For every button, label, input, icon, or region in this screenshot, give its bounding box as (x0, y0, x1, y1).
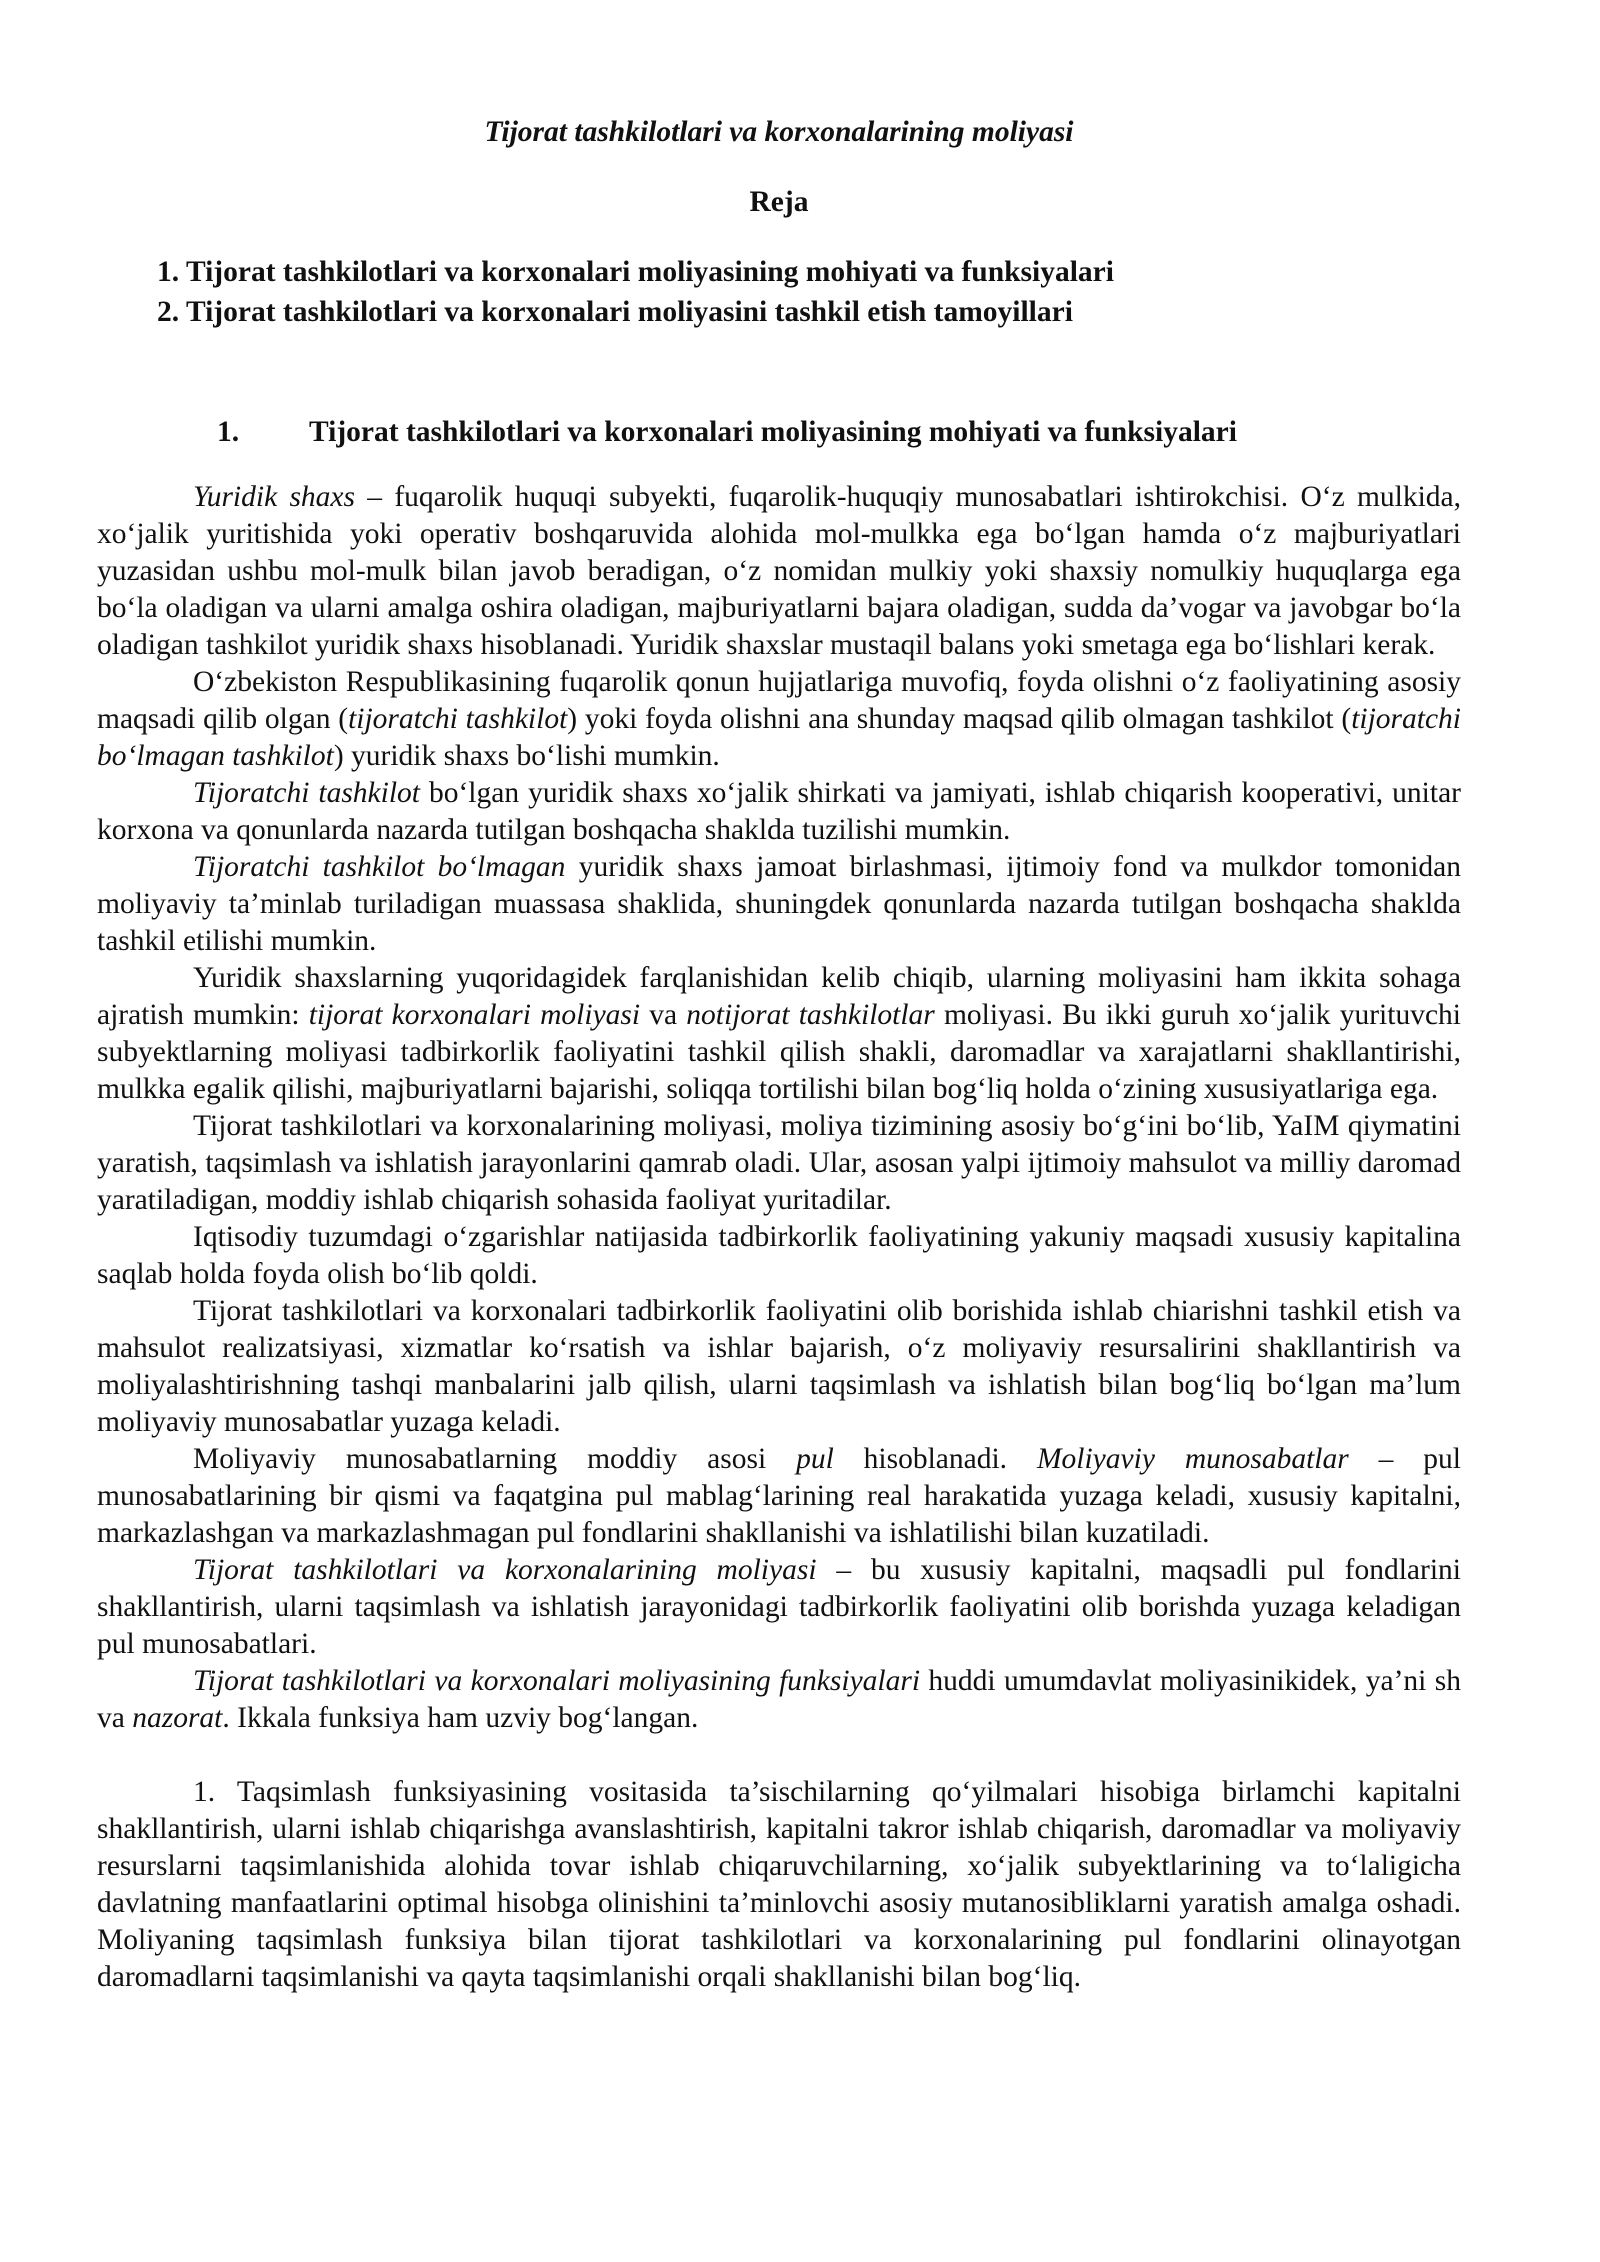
text-run: Tijorat tashkilotlari va korxonalarining moliyasi, moliya tizimining asosiy bo‘g‘ini bo‘lib, YaIM qiymatini yaratish, taqsimlash va ishlatish jarayonlarini qamrab oladi. Ular, asosan yalpi ijtimoiy mahsulot va milliy daromad yaratiladigan, moddiy ishlab chiqarish sohasida faoliyat yuritadilar. (97, 1110, 1461, 1216)
text-run: yuridik shaxs jamoat birlashmasi, ijtimoiy fond va mulkdor tomonidan moliyaviy ta’minlab turiladigan muassasa shaklida, shuningdek qonunlarda nazarda tutilgan boshqacha shaklda tashkil etilishi mumkin. (97, 851, 1461, 957)
text-run: va (640, 999, 687, 1031)
document-title: Tijorat tashkilotlari va korxonalarining moliyasi (484, 116, 1074, 148)
italic-term: Tijorat tashkilotlari va korxonalarining moliyasi (193, 1554, 817, 1586)
italic-term: notijorat tashkilotlar (686, 999, 935, 1031)
text-run: Moliyaviy munosabatlarning moddiy asosi (193, 1443, 797, 1475)
paragraph (97, 1108, 1461, 1219)
italic-term: tijoratchi bo‘lmagan tashkilot (97, 703, 1461, 772)
paragraph (97, 775, 1461, 849)
paragraph (97, 849, 1461, 960)
paragraph (97, 1293, 1461, 1441)
text-run: 1. Taqsimlash funksiyasining vositasida ta’sischilarning qo‘yilmalari hisobiga birlamchi kapitalni shakllantirish, ularni ishlab chiqarishga avanslashtirish, kapitalni takror ishlab chiqarish, daromadlar va moliyaviy resurslarni taqsimlanishida alohida tovar ishlab chiqaruvchilarning, xo‘jalik subyektlarining va to‘laligicha davlatning manfaatlarini optimal hisobga olinishini ta’minlovchi asosiy mutanosibliklarni yaratish amalga oshadi. Moliyaning taqsimlash funksiya bilan tijorat tashkilotlari va korxonalarining pul fondlarini olinayotgan daromadlarni taqsimlanishi va qayta taqsimlanishi orqali shakllanishi bilan bog‘liq. (97, 1776, 1461, 1993)
text-run: moliyasi. Bu ikki guruh xo‘jalik yurituvchi subyektlarning moliyasi tadbirkorlik faoliyatini tashkil qilish shakli, daromadlar va xarajatlarni shakllantirishi, mulkka egalik qilishi, majburiyatlarni bajarishi, soliqqa tortilishi bilan bog‘liq holda o‘zining xususiyatlariga ega. (97, 999, 1461, 1105)
italic-term: tijoratchi tashkilot (348, 703, 568, 735)
paragraph (97, 1663, 1461, 1737)
paragraph (97, 1441, 1461, 1552)
plan-heading: Reja (749, 186, 809, 218)
italic-term: Tijorat tashkilotlari va korxonalari moliyasining funksiyalari (193, 1665, 921, 1697)
italic-term: Tijoratchi tashkilot (193, 777, 420, 809)
body-text (97, 479, 1461, 1996)
text-run: . Ikkala funksiya ham uzviy bog‘langan. (222, 1702, 699, 1734)
italic-term: Yuridik shaxs (193, 481, 356, 513)
paragraph (97, 1552, 1461, 1663)
paragraph (97, 960, 1461, 1108)
document-page (97, 112, 1461, 1996)
italic-term: pul (796, 1443, 834, 1475)
paragraph (97, 1774, 1461, 1996)
plan-item: 2. Tijorat tashkilotlari va korxonalari moliyasini tashkil etish tamoyillari (157, 296, 1073, 328)
text-run: Tijorat tashkilotlari va korxonalari tadbirkorlik faoliyatini olib borishida ishlab chiarishni tashkil etish va mahsulot realizatsiyasi, xizmatlar ko‘rsatish va ishlar bajarish, o‘z moliyaviy resursalirini shakllantirish va moliyalashtirishning tashqi manbalarini jalb qilish, ularni taqsimlash va ishlatish bilan bog‘liq bo‘lgan ma’lum moliyaviy munosabatlar yuzaga keladi. (97, 1295, 1461, 1438)
paragraph (97, 1219, 1461, 1293)
text-run: bo‘lgan yuridik shaxs xo‘jalik shirkati va jamiyati, ishlab chiqarish kooperativi, unitar korxona va qonunlarda nazarda tutilgan boshqacha shaklda tuzilishi mumkin. (97, 777, 1461, 846)
italic-term: nazorat (132, 1702, 223, 1734)
paragraph (97, 479, 1461, 664)
text-run: hisoblanadi. (833, 1443, 1037, 1475)
section-heading (97, 412, 1461, 452)
text-run: – fuqarolik huquqi subyekti, fuqarolik-huquqiy munosabatlari ishtirokchisi. O‘z mulkida, xo‘jalik yuritishida yoki operativ boshqaruvida alohida mol-mulkka ega bo‘lgan hamda o‘z majburiyatlari yuzasidan ushbu mol-mulk bilan javob beradigan, o‘z nomidan mulkiy yoki shaxsiy nomulkiy huquqlarga ega bo‘la oladigan va ularni amalga oshira oladigan, majburiyatlarni bajara oladigan, sudda da’vogar va javobgar bo‘la oladigan tashkilot yuridik shaxs hisoblanadi. Yuridik shaxslar mustaqil balans yoki smetaga ega bo‘lishlari kerak. (97, 481, 1462, 661)
text-run: Yuridik shaxslarning yuqoridagidek farqlanishidan kelib chiqib, ularning moliyasini ham ikkita sohaga ajratish mumkin: (97, 962, 1461, 1031)
text-run: ) yuridik shaxs bo‘lishi mumkin. (333, 740, 720, 772)
text-run: – pul munosabatlarining bir qismi va faqatgina pul mablag‘larining real harakatida yuzaga keladi, xususiy kapitalni, markazlashgan va markazlashmagan pul fondlarini shakllanishi va ishlatilishi bilan kuzatiladi. (97, 1443, 1461, 1549)
text-run: O‘zbekiston Respublikasining fuqarolik qonun hujjatlariga muvofiq, foyda olishni o‘z faoliyatining asosiy maqsadi qilib olgan ( (97, 666, 1461, 735)
italic-term: tijorat korxonalari moliyasi (308, 999, 641, 1031)
text-run: Iqtisodiy tuzumdagi o‘zgarishlar natijasida tadbirkorlik faoliyatining yakuniy maqsadi xususiy kapitalina saqlab holda foyda olish bo‘lib qoldi. (97, 1221, 1461, 1290)
text-run: – bu xususiy kapitalni, maqsadli pul fondlarini shakllantirish, ularni taqsimlash va ishlatish jarayonidagi tadbirkorlik faoliyatini olib borishda yuzaga keladigan pul munosabatlari. (97, 1554, 1461, 1660)
section-number: 1. (217, 416, 240, 448)
italic-term: Tijoratchi tashkilot bo‘lmagan (193, 851, 566, 883)
italic-term: Moliyaviy munosabatlar (1036, 1443, 1349, 1475)
text-run: ) yoki foyda olishni ana shunday maqsad qilib olmagan tashkilot ( (567, 703, 1352, 735)
section-title: Tijorat tashkilotlari va korxonalari moliyasining mohiyati va funksiyalari (309, 416, 1237, 448)
plan-list (97, 252, 1461, 332)
text-run: huddi umumdavlat moliyasinikidek, ya’ni sh va (97, 1665, 1461, 1734)
paragraph (97, 664, 1461, 775)
plan-item: 1. Tijorat tashkilotlari va korxonalari moliyasining mohiyati va funksiyalari (157, 256, 1114, 288)
